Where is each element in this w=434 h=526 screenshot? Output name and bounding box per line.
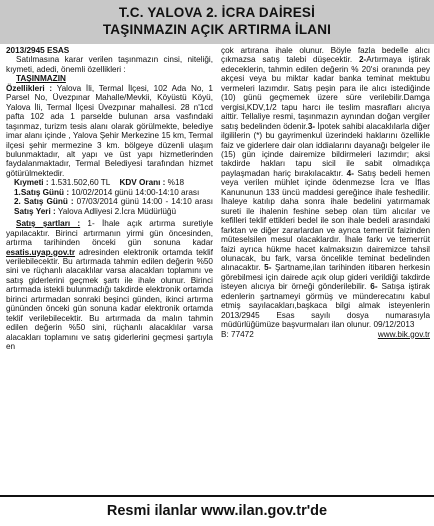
conditions-label: Satış şartları : xyxy=(16,219,81,229)
conditions-text-1: 1- İhale açık artırma suretiyle yapılacaktır. Birinci artırmanın yirmi gün öncesinden, artırma tarihinden önceki gün sonuna kadar xyxy=(6,219,213,248)
notice-title-line2: TAŞINMAZIN AÇIK ARTIRMA İLANI xyxy=(102,22,332,37)
auction1-text: 10/02/2014 günü 14:00-14:10 arası xyxy=(69,187,200,197)
features-label: Özellikleri : xyxy=(6,83,53,93)
esatis-link[interactable]: esatis.uyap.gov.tr xyxy=(6,247,76,257)
p2-text: Artırmaya iştirak edeceklerin, tahmin edilen değerin % 20'si oranında pey akçesi veya bu miktar kadar banka teminat mektubu vermeleri lazımdır. Satış peşin para ile alıcı istediğinde (10) günü geçmemek üzere süre verilebilir.Damga vergisi,KDV,1/2 tapu harcı ile teslim masrafları alıcıya aittir. Tellaliye resmi, taşınmazın aynından doğan vergiler satış bedelinden ödenir. xyxy=(221,55,430,131)
item-2-number: 2- xyxy=(359,55,367,65)
place-text: Yalova Adliyesi 2.İcra Müdürlüğü xyxy=(55,206,177,216)
item-5-number: 5- xyxy=(264,263,272,273)
auction2-label: 2. Satış Günü : xyxy=(14,197,74,207)
conditions-text-2: adresinden elektronik ortamda teklif verilebilecektir. Bu artırmada tahmin edilen değerin %50 sini ve rüçhanlı alacaklılar varsa alacakları toplamını ve satış giderlerini geçmek şartı ile ihale olunur. Birinci artırmada istekli bulunmadığı takdirde elektronik ortamda birinci artırmadan sonraki beşinci günden, ikinci artırma gününden önceki gün sonuna kadar elektronik ortamda teklif verilebilecektir. Bu artırmada da malın tahmin edilen değerin %50 sini, rüçhanlı alacaklılar varsa alacakları toplamını ve satış giderlerini geçmesi şartıyla en xyxy=(6,247,213,352)
auction1-label: 1.Satış Günü : xyxy=(14,187,70,197)
footer-divider xyxy=(0,495,434,497)
place-label: Satış Yeri : xyxy=(14,206,56,216)
auction1-line xyxy=(6,188,213,197)
notice-header xyxy=(0,0,434,44)
conditions-paragraph xyxy=(6,219,213,351)
notice-title-line1: T.C. YALOVA 2. İCRA DAİRESİ xyxy=(118,5,316,20)
item-3-number: 3- xyxy=(307,121,316,131)
features-text: Yalova İli, Termal İlçesi, 102 Ada No, 1 Parsel No, Üvezpınar Mahalle/Mevkii, Köyüstü Köyü, Yalova İli, Termal İlçesi Üvezpınar mahallesi. 28 n'1cd pafta 102 ada 1 parselde bulunan arsa vasfındaki taşınmaz, turizm tesis alanı olarak görülmekte, belediye imar alanı içinde , Yalova Şehir Merkezine 15 km, Termal ilçesi şehir mermezine 3 km. bölgeye düzenli ulaşım bulunmaktadır, alt yapı ve üst yapı hizmetlerinden faydalanmaktadır, Termal Belediyesi tarafından hizmet götürülmektedir. xyxy=(6,83,213,178)
signature-line xyxy=(221,330,430,339)
section-title: TAŞINMAZIN xyxy=(16,74,66,84)
value-line xyxy=(6,178,213,187)
bik-number: B: 77472 xyxy=(221,329,254,339)
p3-text: İpotek sahibi alacaklılarla diğer ilgililerin (*) bu gayrimenkul üzerindeki haklarını özellikle faiz ve giderlere dair olan iddialarını dayanağı belgeler ile (15) gün içinde dairemize bildirmeleri lazımdır; aksi takdirde hakları tapu sicil ile sabit olmadıkça paylaşmadan hariç bırakılacaktır. xyxy=(221,121,430,178)
auction2-text: 07/03/2014 günü 14:00 - 14:10 arası xyxy=(73,197,213,207)
notice-body xyxy=(6,46,430,492)
footer-banner: Resmi ilanlar www.ilan.gov.tr'de xyxy=(106,503,328,519)
left-column xyxy=(6,46,213,492)
bik-link[interactable]: www.bik.gov.tr xyxy=(377,329,430,339)
paragraph-1-2 xyxy=(221,46,430,330)
right-column xyxy=(221,46,430,492)
value-text: 1.531.502,60 TL xyxy=(48,178,111,188)
item-4-number: 4- xyxy=(346,168,354,178)
p5-text: Şartname,ilan tarihinden itibaren herkesin görebilmesi için dairede açık olup gideri verildiği takdirde isteyen alıcıya bir örneği gönderilebilir. xyxy=(221,263,430,292)
kdv-label: KDV Oranı : xyxy=(119,178,166,188)
p6-text: Satışa iştirak edenlerin şartnameyi görmüş ve münderecatını kabul etmiş sayılacakları,başkaca bilgi almak isteyenlerin 2013/2945 Esas sayılı dosya numarasıyla müdürlüğümüze başvurmaları ilan olunur. 09/12/2013 xyxy=(221,282,430,330)
intro-text: Satılmasına karar verilen taşınmazın cinsi, niteliği, kıymeti, adedi, önemli özellikleri : xyxy=(6,55,213,74)
p4-text: Satış bedeli hemen veya verilen mühlet içinde ödenmezse İcra ve İflas Kanununun 133 üncü maddesi gereğince ihale feshedilir. İhaleye katılıp daha sonra ihale bedelini yatırmamak sureti ile ihalenin feshine sebep olan tüm alıcılar ve kefilleri teklif ettikleri bedel ile son ihale bedeli arasındaki farktan ve diğer zararlardan ve ayrıca temerrüt faizinden müteselsilen mesul olacaklardır. İhale farkı ve temerrüt faizi ayrıca hükme hacet kalmaksızın dairemizce tahsil olunacak, bu fark, varsa öncelikle teminat bedelinden alınacaktır. xyxy=(221,168,430,273)
kdv-text: %18 xyxy=(165,178,185,188)
features-paragraph xyxy=(6,84,213,179)
auction2-line xyxy=(6,197,213,216)
file-number: 2013/2945 ESAS xyxy=(6,46,70,55)
item-6-number: 6- xyxy=(370,282,378,292)
p1-text: çok artırana ihale olunur. Böyle fazla bedelle alıcı çıkmazsa satış talebi düşecektir. xyxy=(221,46,430,65)
value-label: Kıymeti : xyxy=(14,178,49,188)
